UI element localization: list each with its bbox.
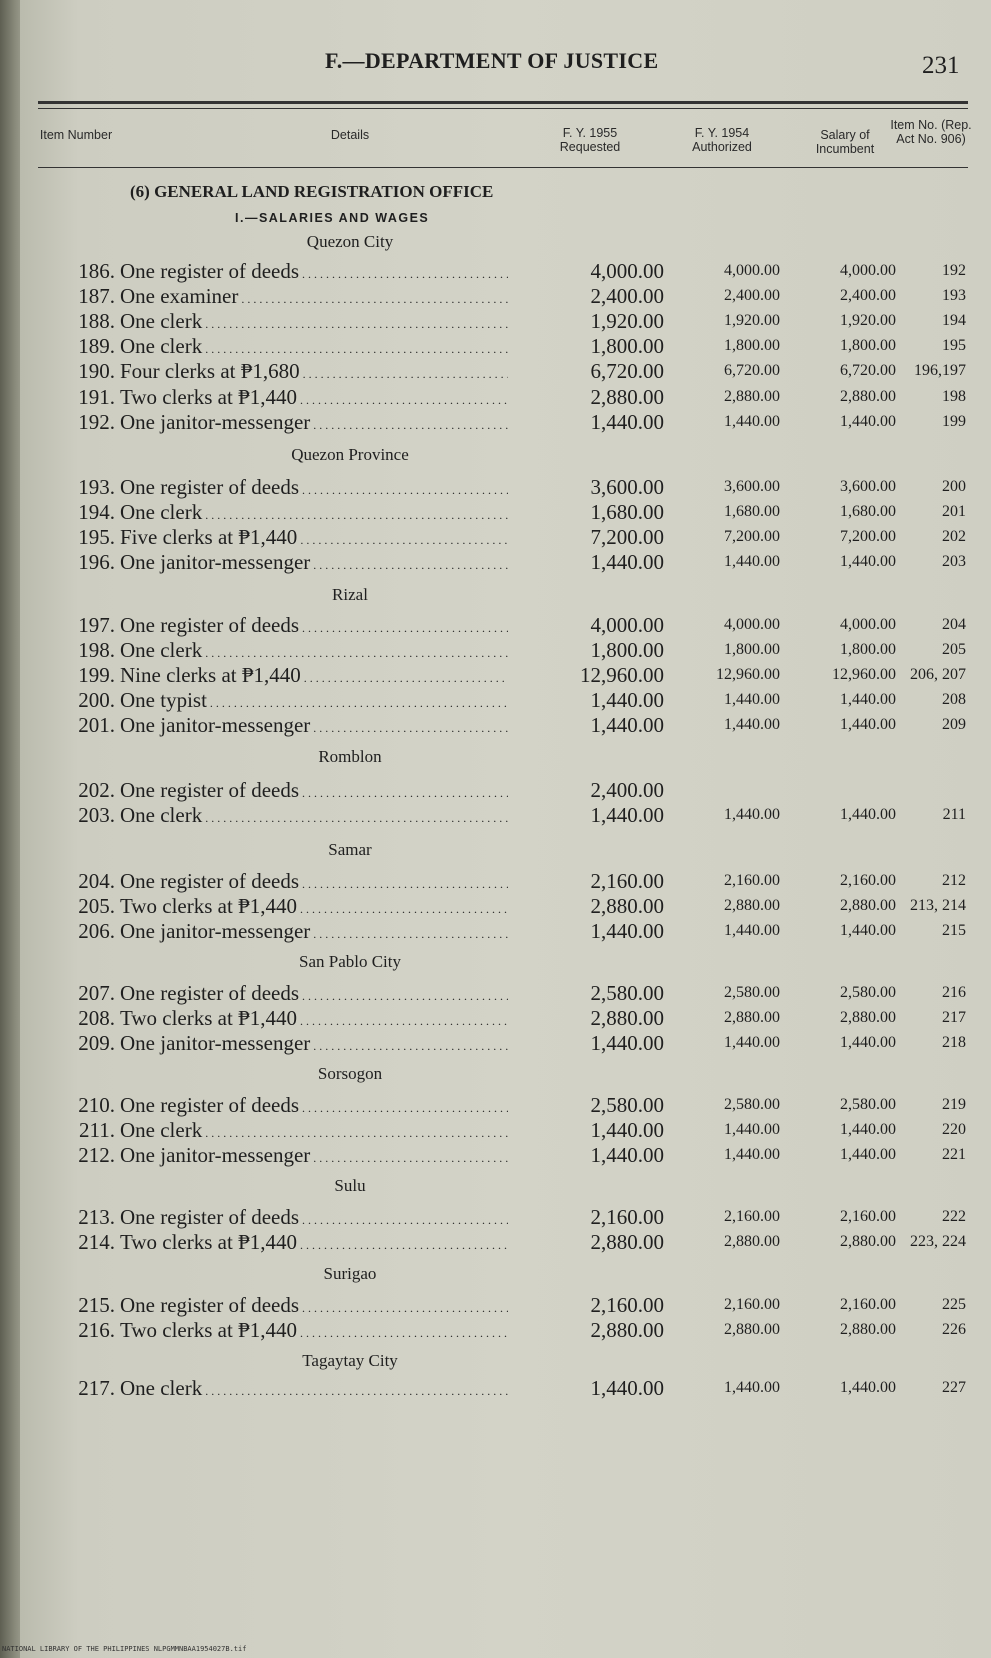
header-rule-thin bbox=[38, 108, 968, 109]
salary-of-incumbent: 1,920.00 bbox=[840, 312, 896, 330]
fy1954-authorized: 1,440.00 bbox=[724, 1146, 780, 1164]
table-row bbox=[0, 385, 991, 411]
fy1954-authorized: 12,960.00 bbox=[716, 666, 780, 684]
item-details: One janitor-messenger . . . bbox=[120, 550, 508, 575]
ra-item-number: 215 bbox=[942, 922, 966, 940]
table-row bbox=[0, 500, 991, 526]
fy1955-requested: 1,440.00 bbox=[590, 713, 664, 738]
fy1954-authorized: 2,580.00 bbox=[724, 1096, 780, 1113]
fy1954-authorized: 1,920.00 bbox=[724, 312, 780, 330]
salary-of-incumbent: 4,000.00 bbox=[840, 616, 896, 633]
fy1954-authorized: 1,440.00 bbox=[724, 716, 780, 734]
item-details: One janitor-messenger . . . bbox=[120, 919, 508, 944]
fy1954-authorized: 1,440.00 bbox=[724, 1121, 780, 1139]
place-heading: Sulu bbox=[334, 1176, 366, 1195]
item-number: 211. bbox=[79, 1118, 115, 1143]
item-number: 205. bbox=[78, 894, 115, 919]
salary-of-incumbent: 1,440.00 bbox=[840, 1034, 896, 1052]
fy1955-requested: 1,440.00 bbox=[590, 803, 664, 828]
table-row bbox=[0, 1230, 991, 1256]
item-details: One register of deeds . . . bbox=[120, 475, 508, 500]
ra-item-number: 194 bbox=[942, 312, 966, 330]
fy1954-authorized: 4,000.00 bbox=[724, 616, 780, 633]
ra-item-number: 203 bbox=[942, 553, 966, 571]
item-number: 207. bbox=[78, 981, 115, 1005]
table-row bbox=[0, 359, 991, 385]
salary-of-incumbent: 2,160.00 bbox=[840, 1296, 896, 1313]
ra-item-number: 218 bbox=[942, 1034, 966, 1052]
fy1954-authorized: 2,880.00 bbox=[724, 387, 780, 405]
item-details: Nine clerks at ₱1,440 . . . bbox=[120, 663, 508, 688]
item-number: 198. bbox=[78, 638, 115, 663]
ra-item-number: 227 bbox=[942, 1379, 966, 1396]
fy1955-requested: 12,960.00 bbox=[580, 663, 664, 688]
salary-of-incumbent: 6,720.00 bbox=[840, 362, 896, 380]
table-row bbox=[0, 919, 991, 945]
ra-item-number: 216 bbox=[942, 984, 966, 1001]
item-number: 215. bbox=[78, 1293, 115, 1317]
column-header-fy1954: F. Y. 1954 Authorized bbox=[692, 126, 752, 154]
ra-item-number: 221 bbox=[942, 1146, 966, 1164]
item-number: 197. bbox=[78, 613, 115, 637]
fy1954-authorized: 2,880.00 bbox=[724, 1009, 780, 1027]
fy1954-authorized: 1,440.00 bbox=[724, 553, 780, 571]
table-row bbox=[0, 1293, 991, 1319]
item-details: One clerk . . . bbox=[120, 803, 508, 828]
item-details: One register of deeds . . . bbox=[120, 259, 508, 284]
item-number: 193. bbox=[78, 475, 115, 499]
item-details: One clerk . . . bbox=[120, 1118, 508, 1143]
place-heading: Sorsogon bbox=[317, 1064, 383, 1083]
item-number: 190. bbox=[78, 359, 115, 384]
item-number: 186. bbox=[78, 259, 115, 283]
item-details: One examiner . . . bbox=[120, 284, 508, 309]
table-row bbox=[0, 663, 991, 689]
place-heading: Surigao bbox=[323, 1264, 377, 1283]
item-details: One clerk . . . bbox=[120, 309, 508, 334]
fy1955-requested: 2,160.00 bbox=[590, 869, 664, 893]
item-number: 208. bbox=[78, 1006, 115, 1031]
fy1954-authorized: 1,800.00 bbox=[724, 641, 780, 659]
table-row bbox=[0, 1118, 991, 1144]
salary-of-incumbent: 4,000.00 bbox=[840, 262, 896, 279]
ra-item-number: 205 bbox=[942, 641, 966, 659]
item-details: Five clerks at ₱1,440 . . . bbox=[120, 525, 508, 550]
fy1955-requested: 1,800.00 bbox=[590, 638, 664, 663]
fy1954-authorized: 4,000.00 bbox=[724, 262, 780, 279]
item-number: 206. bbox=[78, 919, 115, 944]
item-number: 196. bbox=[78, 550, 115, 575]
ra-item-number: 211 bbox=[942, 806, 966, 824]
salary-of-incumbent: 1,800.00 bbox=[840, 641, 896, 659]
column-header-item-number: Item Number bbox=[39, 128, 113, 142]
place-heading: Quezon Province bbox=[291, 445, 409, 464]
table-row bbox=[0, 688, 991, 714]
table-row bbox=[0, 1006, 991, 1032]
table-row bbox=[0, 309, 991, 335]
item-number: 189. bbox=[78, 334, 115, 359]
table-row bbox=[0, 1031, 991, 1057]
item-number: 217. bbox=[78, 1376, 115, 1400]
fy1955-requested: 2,880.00 bbox=[590, 894, 664, 919]
archive-stamp: NATIONAL LIBRARY OF THE PHILIPPINES NLPGMMNBAA1954027B.tif bbox=[2, 1645, 247, 1653]
ra-item-number: 213, 214 bbox=[910, 897, 966, 915]
item-details: One janitor-messenger . . . bbox=[120, 1031, 508, 1056]
fy1955-requested: 3,600.00 bbox=[590, 475, 664, 499]
salary-of-incumbent: 1,440.00 bbox=[840, 691, 896, 709]
table-row bbox=[0, 894, 991, 920]
ra-item-number: 198 bbox=[942, 387, 966, 405]
table-row bbox=[0, 981, 991, 1007]
place-heading: Samar bbox=[328, 840, 372, 859]
table-row bbox=[0, 713, 991, 739]
item-details: One typist . . . bbox=[120, 688, 508, 713]
item-details: One janitor-messenger . . . bbox=[120, 410, 508, 435]
column-header-details: Details bbox=[330, 128, 370, 142]
fy1954-authorized: 1,440.00 bbox=[724, 922, 780, 940]
fy1955-requested: 2,880.00 bbox=[590, 1006, 664, 1031]
salary-of-incumbent: 1,440.00 bbox=[840, 1379, 896, 1396]
item-number: 188. bbox=[78, 309, 115, 334]
fy1955-requested: 1,440.00 bbox=[590, 1143, 664, 1168]
fy1955-requested: 1,920.00 bbox=[590, 309, 664, 334]
item-details: One clerk . . . bbox=[120, 1376, 508, 1401]
table-row bbox=[0, 410, 991, 436]
item-details: One register of deeds . . . bbox=[120, 981, 508, 1006]
fy1955-requested: 2,880.00 bbox=[590, 1318, 664, 1343]
fy1955-requested: 6,720.00 bbox=[590, 359, 664, 384]
item-number: 210. bbox=[78, 1093, 115, 1117]
table-row bbox=[0, 638, 991, 664]
table-row bbox=[0, 284, 991, 310]
fy1955-requested: 1,800.00 bbox=[590, 334, 664, 359]
fy1955-requested: 1,440.00 bbox=[590, 1118, 664, 1143]
item-number: 187. bbox=[78, 284, 115, 309]
salary-of-incumbent: 2,880.00 bbox=[840, 1009, 896, 1027]
item-details: One register of deeds . . . bbox=[120, 613, 508, 638]
salary-of-incumbent: 1,440.00 bbox=[840, 716, 896, 734]
item-details: One janitor-messenger . . . bbox=[120, 1143, 508, 1168]
fy1954-authorized: 1,440.00 bbox=[724, 1034, 780, 1052]
salary-of-incumbent: 1,440.00 bbox=[840, 806, 896, 824]
item-number: 204. bbox=[78, 869, 115, 893]
item-details: One clerk . . . bbox=[120, 500, 508, 525]
fy1954-authorized: 6,720.00 bbox=[724, 362, 780, 380]
fy1955-requested: 1,440.00 bbox=[590, 1031, 664, 1056]
column-header-item-no-ra: Item No. (Rep. Act No. 906) bbox=[890, 118, 972, 146]
fy1954-authorized: 2,160.00 bbox=[724, 872, 780, 889]
fy1954-authorized: 2,880.00 bbox=[724, 1233, 780, 1251]
salary-of-incumbent: 2,160.00 bbox=[840, 1208, 896, 1225]
salary-of-incumbent: 3,600.00 bbox=[840, 478, 896, 495]
salary-of-incumbent: 2,880.00 bbox=[840, 897, 896, 915]
table-row bbox=[0, 803, 991, 829]
fy1954-authorized: 1,440.00 bbox=[724, 412, 780, 430]
item-number: 194. bbox=[78, 500, 115, 525]
item-number: 191. bbox=[78, 384, 115, 409]
page-title: F.—DEPARTMENT OF JUSTICE bbox=[325, 48, 659, 73]
ra-item-number: 192 bbox=[942, 262, 966, 279]
table-row bbox=[0, 1093, 991, 1119]
table-row bbox=[0, 525, 991, 551]
item-details: One clerk . . . bbox=[120, 334, 508, 359]
fy1954-authorized: 3,600.00 bbox=[724, 478, 780, 495]
ra-item-number: 220 bbox=[942, 1121, 966, 1139]
salary-of-incumbent: 7,200.00 bbox=[840, 528, 896, 546]
ra-item-number: 209 bbox=[942, 716, 966, 734]
fy1954-authorized: 2,580.00 bbox=[724, 984, 780, 1001]
ra-item-number: 193 bbox=[942, 287, 966, 305]
salary-of-incumbent: 1,440.00 bbox=[840, 1146, 896, 1164]
ra-item-number: 208 bbox=[942, 691, 966, 709]
table-row bbox=[0, 869, 991, 895]
item-number: 213. bbox=[78, 1205, 115, 1229]
table-row bbox=[0, 778, 991, 804]
salary-of-incumbent: 12,960.00 bbox=[832, 666, 896, 684]
fy1955-requested: 1,440.00 bbox=[590, 550, 664, 575]
fy1955-requested: 7,200.00 bbox=[590, 525, 664, 550]
ra-item-number: 223, 224 bbox=[910, 1233, 966, 1251]
salary-of-incumbent: 2,880.00 bbox=[840, 1233, 896, 1251]
item-number: 200. bbox=[78, 688, 115, 713]
salary-of-incumbent: 1,440.00 bbox=[840, 1121, 896, 1139]
ra-item-number: 222 bbox=[942, 1208, 966, 1225]
fy1954-authorized: 2,400.00 bbox=[724, 287, 780, 305]
item-number: 202. bbox=[78, 778, 115, 802]
fy1955-requested: 2,160.00 bbox=[590, 1205, 664, 1229]
item-details: Two clerks at ₱1,440 . . . bbox=[120, 385, 508, 410]
item-number: 201. bbox=[78, 713, 115, 738]
column-header-rule bbox=[38, 167, 968, 168]
fy1954-authorized: 1,440.00 bbox=[724, 806, 780, 824]
fy1954-authorized: 1,440.00 bbox=[724, 1379, 780, 1396]
item-details: Two clerks at ₱1,440 . . . bbox=[120, 894, 508, 919]
item-details: One clerk . . . bbox=[120, 638, 508, 663]
ra-item-number: 196,197 bbox=[914, 362, 966, 380]
salary-of-incumbent: 1,440.00 bbox=[840, 553, 896, 571]
fy1955-requested: 1,440.00 bbox=[590, 688, 664, 713]
fy1955-requested: 2,580.00 bbox=[590, 981, 664, 1005]
fy1955-requested: 1,440.00 bbox=[590, 409, 664, 434]
item-details: One register of deeds . . . bbox=[120, 1205, 508, 1230]
item-details: One janitor-messenger . . . bbox=[120, 713, 508, 738]
section-subtitle: I.—SALARIES AND WAGES bbox=[235, 211, 430, 225]
item-details: One register of deeds . . . bbox=[120, 869, 508, 894]
table-row bbox=[0, 1318, 991, 1344]
table-row bbox=[0, 1376, 991, 1402]
item-details: One register of deeds . . . bbox=[120, 1293, 508, 1318]
column-header-fy1955: F. Y. 1955 Requested bbox=[559, 126, 621, 154]
header-rule-thick bbox=[38, 101, 968, 104]
ra-item-number: 204 bbox=[942, 616, 966, 633]
fy1955-requested: 2,580.00 bbox=[590, 1093, 664, 1117]
fy1955-requested: 2,400.00 bbox=[590, 284, 664, 309]
fy1955-requested: 2,880.00 bbox=[590, 384, 664, 409]
fy1954-authorized: 2,880.00 bbox=[724, 897, 780, 915]
item-number: 203. bbox=[78, 803, 115, 828]
table-row bbox=[0, 475, 991, 501]
salary-of-incumbent: 2,580.00 bbox=[840, 1096, 896, 1113]
place-heading: Tagaytay City bbox=[302, 1351, 398, 1370]
salary-of-incumbent: 2,160.00 bbox=[840, 872, 896, 889]
fy1954-authorized: 2,880.00 bbox=[724, 1321, 780, 1339]
item-number: 195. bbox=[78, 525, 115, 550]
table-row bbox=[0, 1205, 991, 1231]
fy1955-requested: 4,000.00 bbox=[590, 259, 664, 283]
fy1954-authorized: 2,160.00 bbox=[724, 1296, 780, 1313]
item-details: Four clerks at ₱1,680 . . . bbox=[120, 359, 508, 384]
table-row bbox=[0, 259, 991, 285]
table-row bbox=[0, 1143, 991, 1169]
salary-of-incumbent: 1,440.00 bbox=[840, 922, 896, 940]
fy1955-requested: 2,160.00 bbox=[590, 1293, 664, 1317]
ra-item-number: 199 bbox=[942, 412, 966, 430]
table-row bbox=[0, 613, 991, 639]
salary-of-incumbent: 2,880.00 bbox=[840, 1321, 896, 1339]
fy1955-requested: 1,680.00 bbox=[590, 500, 664, 525]
ra-item-number: 226 bbox=[942, 1321, 966, 1339]
salary-of-incumbent: 1,680.00 bbox=[840, 503, 896, 521]
fy1955-requested: 1,440.00 bbox=[590, 919, 664, 944]
item-number: 216. bbox=[78, 1318, 115, 1343]
ra-item-number: 219 bbox=[942, 1096, 966, 1113]
item-details: Two clerks at ₱1,440 . . . bbox=[120, 1318, 508, 1343]
place-heading: San Pablo City bbox=[298, 952, 401, 971]
item-number: 199. bbox=[78, 663, 115, 688]
item-details: Two clerks at ₱1,440 . . . bbox=[120, 1230, 508, 1255]
fy1955-requested: 1,440.00 bbox=[590, 1376, 664, 1400]
ra-item-number: 217 bbox=[942, 1009, 966, 1027]
salary-of-incumbent: 1,440.00 bbox=[840, 412, 896, 430]
fy1954-authorized: 1,680.00 bbox=[724, 503, 780, 521]
item-details: One register of deeds . . . bbox=[120, 778, 508, 803]
item-number: 212. bbox=[78, 1143, 115, 1168]
fy1954-authorized: 2,160.00 bbox=[724, 1208, 780, 1225]
item-number: 192. bbox=[78, 409, 115, 434]
fy1954-authorized: 7,200.00 bbox=[724, 528, 780, 546]
ra-item-number: 225 bbox=[942, 1296, 966, 1313]
column-header-salary: Salary of Incumbent bbox=[815, 128, 875, 156]
item-number: 209. bbox=[78, 1031, 115, 1056]
place-heading: Rizal bbox=[332, 585, 368, 604]
fy1955-requested: 2,880.00 bbox=[590, 1230, 664, 1255]
item-details: Two clerks at ₱1,440 . . . bbox=[120, 1006, 508, 1031]
salary-of-incumbent: 1,800.00 bbox=[840, 337, 896, 355]
ra-item-number: 195 bbox=[942, 337, 966, 355]
ra-item-number: 206, 207 bbox=[910, 666, 966, 684]
place-heading: Romblon bbox=[318, 747, 382, 766]
table-row bbox=[0, 550, 991, 576]
place-heading: Quezon City bbox=[306, 232, 394, 251]
table-row bbox=[0, 334, 991, 360]
salary-of-incumbent: 2,400.00 bbox=[840, 287, 896, 305]
salary-of-incumbent: 2,880.00 bbox=[840, 387, 896, 405]
ra-item-number: 201 bbox=[942, 503, 966, 521]
fy1955-requested: 2,400.00 bbox=[590, 778, 664, 802]
running-head bbox=[0, 44, 991, 84]
item-details: One register of deeds . . . bbox=[120, 1093, 508, 1118]
section-title: (6) GENERAL LAND REGISTRATION OFFICE bbox=[130, 182, 494, 201]
fy1954-authorized: 1,440.00 bbox=[724, 691, 780, 709]
ra-item-number: 212 bbox=[942, 872, 966, 889]
ra-item-number: 202 bbox=[942, 528, 966, 546]
page-number: 231 bbox=[922, 52, 960, 79]
item-number: 214. bbox=[78, 1230, 115, 1255]
salary-of-incumbent: 2,580.00 bbox=[840, 984, 896, 1001]
ra-item-number: 200 bbox=[942, 478, 966, 495]
fy1954-authorized: 1,800.00 bbox=[724, 337, 780, 355]
fy1955-requested: 4,000.00 bbox=[590, 613, 664, 637]
